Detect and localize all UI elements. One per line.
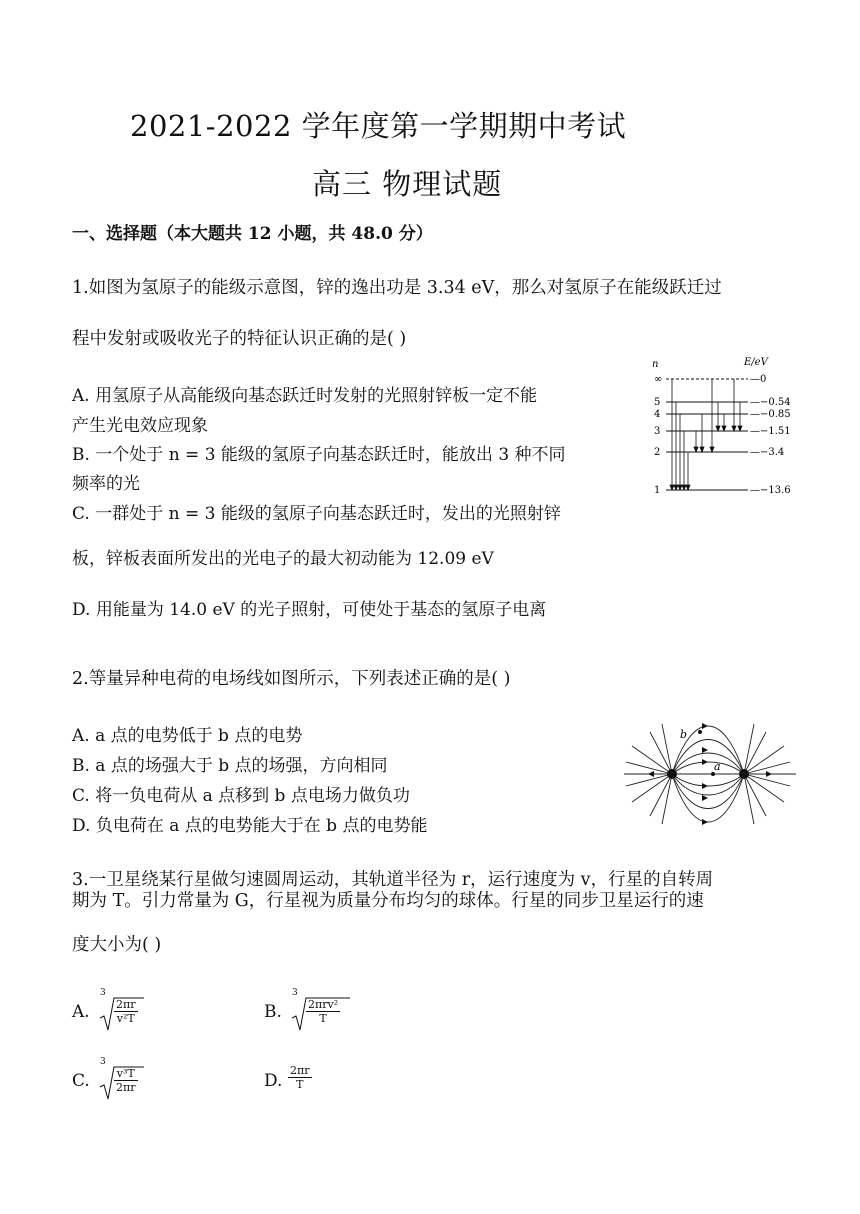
q3-a-numerator: 2πr (116, 998, 136, 1011)
q3-d-denominator: T (296, 1078, 304, 1091)
q3-option-d-label: D. (264, 1071, 283, 1091)
exam-subtitle: 高三 物理试题 (312, 167, 503, 201)
level-n-label: ∞ (654, 374, 663, 385)
q3-b-root-index: 3 (292, 988, 298, 998)
level-energy-label: —−3.4 (750, 447, 785, 458)
transition-arrowhead (682, 485, 686, 490)
transition-arrowhead (732, 426, 736, 431)
q3-option-d-formula (288, 1064, 312, 1091)
transition-arrowhead (694, 447, 698, 452)
section-heading: 一、选择题（本大题共 12 小题，共 48.0 分） (72, 224, 433, 244)
transition-arrowhead (700, 447, 704, 452)
q3-stem-line2: 期为 T。引力常量为 G，行星视为质量分布均匀的球体。行星的同步卫星运行的速 (72, 891, 704, 911)
q1-option-c-line2: 板，锌板表面所发出的光电子的最大初动能为 12.09 eV (72, 549, 494, 569)
q3-c-numerator: v³T (114, 1067, 138, 1081)
q2-option-d: D. 负电荷在 a 点的电势能大于在 b 点的电势能 (72, 816, 428, 836)
q3-stem-line1: 3.一卫星绕某行星做匀速圆周运动，其轨道半径为 r，运行速度为 v，行星的自转周 (72, 870, 714, 890)
level-energy-label: —−0.85 (750, 409, 791, 420)
level-n-label: 2 (654, 447, 661, 458)
q3-option-a-label: A. (72, 1002, 90, 1022)
q2-option-c: C. 将一负电荷从 a 点移到 b 点电场力做负功 (72, 786, 410, 806)
q1-option-b-line1: B. 一个处于 n = 3 能级的氢原子向基态跃迁时，能放出 3 种不同 (72, 445, 566, 465)
q3-b-numerator: 2πrv² (308, 998, 339, 1011)
level-energy-label: —−1.51 (750, 426, 791, 437)
q3-option-b-label: B. (264, 1002, 282, 1022)
transition-arrowhead (716, 426, 720, 431)
q3-option-c-label: C. (72, 1071, 90, 1091)
q2-stem: 2.等量异种电荷的电场线如图所示，下列表述正确的是( ) (72, 669, 511, 689)
q3-stem-line3: 度大小为( ) (72, 935, 162, 955)
energy-level-diagram (640, 352, 800, 502)
q1-option-a-line1: A. 用氢原子从高能级向基态跃迁时发射的光照射锌板一定不能 (72, 386, 538, 406)
level-energy-label: —0 (750, 374, 767, 385)
transition-arrowhead (738, 426, 742, 431)
n-axis-label: n (652, 359, 659, 370)
transition-arrowhead (686, 485, 690, 490)
q3-b-denominator: T (319, 1012, 327, 1025)
level-n-label: 5 (654, 397, 661, 408)
level-n-label: 1 (654, 485, 661, 496)
transition-arrowhead (722, 426, 726, 431)
q3-a-root-index: 3 (100, 988, 106, 998)
q3-d-numerator: 2πr (290, 1064, 310, 1077)
energy-axis-label: E/eV (744, 357, 768, 368)
q3-c-root-index: 3 (100, 1057, 106, 1067)
q2-option-a: A. a 点的电势低于 b 点的电势 (72, 726, 303, 746)
q1-stem-line2: 程中发射或吸收光子的特征认识正确的是( ) (72, 329, 407, 349)
q1-option-b-line2: 频率的光 (72, 474, 140, 494)
point-a-label: a (714, 760, 721, 773)
q1-stem-line1: 1.如图为氢原子的能级示意图，锌的逸出功是 3.34 eV，那么对氢原子在能级跃迁过 (72, 278, 722, 298)
point-b-label: b (680, 728, 688, 741)
transition-arrowhead (678, 485, 682, 490)
q3-c-denominator: 2πr (116, 1081, 136, 1094)
q1-option-d: D. 用能量为 14.0 eV 的光子照射，可使处于基态的氢原子电离 (72, 600, 547, 620)
level-n-label: 3 (654, 426, 661, 437)
exam-title: 2021-2022 学年度第一学期期中考试 (130, 109, 627, 143)
level-energy-label: —−13.6 (750, 485, 791, 496)
level-energy-label: —−0.54 (750, 397, 791, 408)
transition-arrowhead (674, 485, 678, 490)
level-n-label: 4 (654, 409, 661, 420)
q3-a-denominator: v²T (116, 1012, 135, 1025)
transition-arrowhead (670, 485, 674, 490)
q1-option-c-line1: C. 一群处于 n = 3 能级的氢原子向基态跃迁时，发出的光照射锌 (72, 504, 561, 524)
transition-arrowhead (710, 447, 714, 452)
q2-option-b: B. a 点的场强大于 b 点的场强，方向相同 (72, 756, 388, 776)
electric-field-diagram (622, 718, 798, 826)
q1-option-a-line2: 产生光电效应现象 (72, 416, 208, 436)
